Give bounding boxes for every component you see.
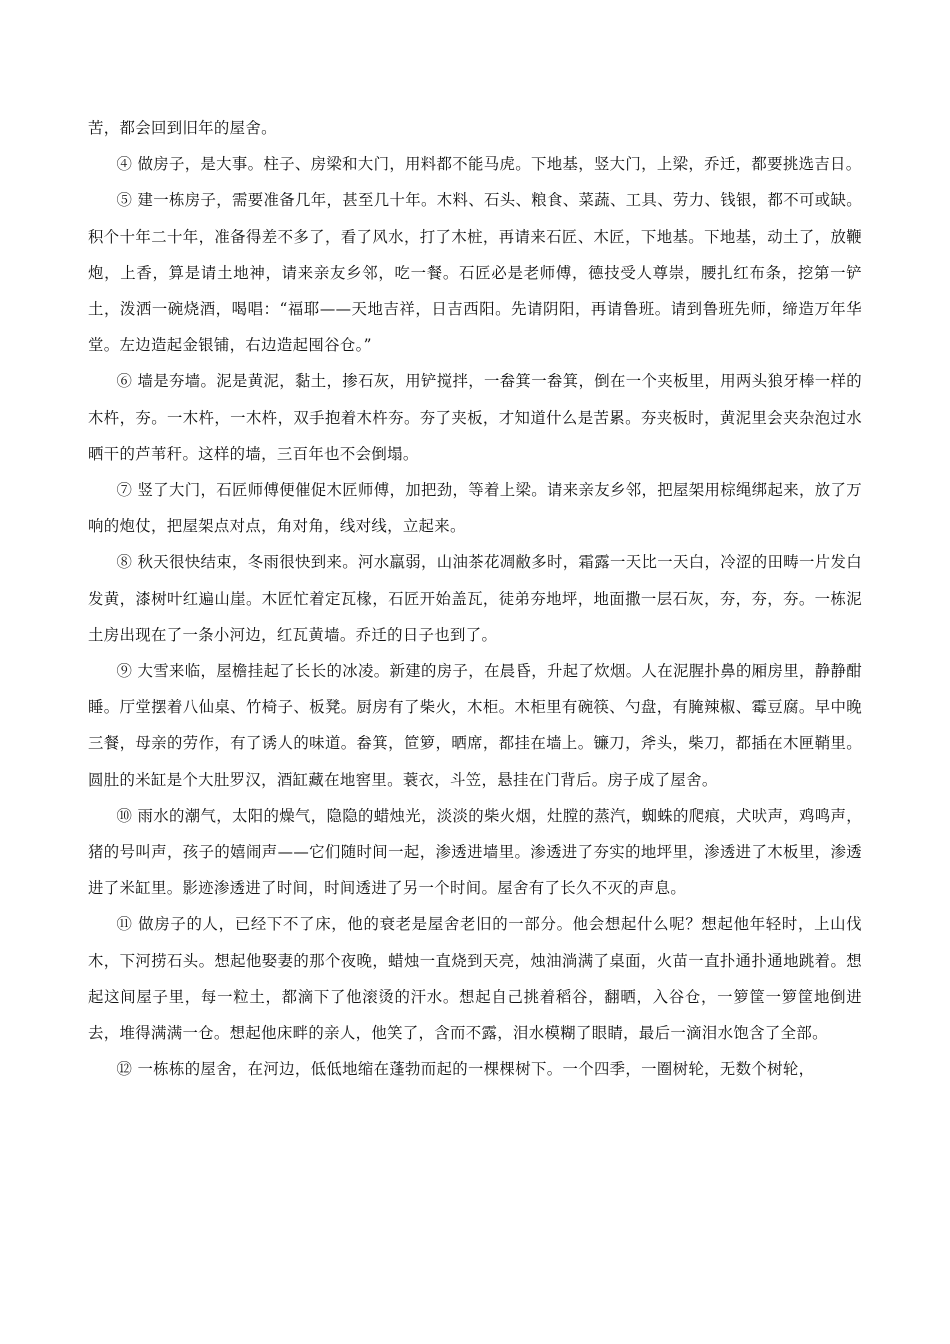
paragraph-10: ⑩ 雨水的潮气，太阳的燥气，隐隐的蜡烛光，淡淡的柴火烟，灶膛的蒸汽，蜘蛛的爬痕，犬吠声，鸡鸣声，猪的号叫声，孩子的嬉闹声——它们随时间一起，渗透进墙里。渗透进了夯实的地坪里，渗透进了木板里，渗透进了米缸里。影迹渗透进了时间，时间透进了另一个时间。屋舍有了长久不灭的声息。: [88, 806, 862, 898]
paragraph-8: ⑧ 秋天很快结束，冬雨很快到来。河水羸弱，山油茶花凋敝多时，霜露一天比一天白，冷涩的田畴一片发白发黄，漆树叶红遍山崖。木匠忙着定瓦椽，石匠开始盖瓦，徒弟夯地坪，地面撒一层石灰，夯，夯，夯。一栋泥土房出现在了一条小河边，红瓦黄墙。乔迁的日子也到了。: [88, 553, 862, 644]
paragraph-4: ④ 做房子，是大事。柱子、房梁和大门，用料都不能马虎。下地基，竖大门，上梁，乔迁，都要挑选吉日。: [116, 155, 862, 174]
article-body: [88, 110, 862, 1087]
paragraph-7: ⑦ 竖了大门，石匠师傅便催促木匠师傅，加把劲，等着上梁。请来亲友乡邻，把屋架用棕绳绑起来，放了万响的炮仗，把屋架点对点，角对角，线对线，立起来。: [88, 481, 862, 536]
paragraph-9: ⑨ 大雪来临，屋檐挂起了长长的冰凌。新建的房子，在晨昏，升起了炊烟。人在泥腥扑鼻的厢房里，静静酣睡。厅堂摆着八仙桌、竹椅子、板凳。厨房有了柴火，木柜。木柜里有碗筷、勺盘，有腌辣椒、霉豆腐。早中晚三餐，母亲的劳作，有了诱人的味道。畚箕，笸箩，晒席，都挂在墙上。镰刀，斧头，柴刀，都插在木匣鞘里。圆肚的米缸是个大肚罗汉，酒缸藏在地窖里。蓑衣，斗笠，悬挂在门背后。房子成了屋舍。: [88, 662, 862, 789]
paragraph-5: ⑤ 建一栋房子，需要准备几年，甚至几十年。木料、石头、粮食、菜蔬、工具、劳力、钱银，都不可或缺。积个十年二十年，准备得差不多了，看了风水，打了木桩，再请来石匠、木匠，下地基。下地基，动土了，放鞭炮，上香，算是请土地神，请来亲友乡邻，吃一餐。石匠必是老师傅，德技受人尊崇，腰扎红布条，挖第一铲土，泼洒一碗烧酒，喝唱：“福耶——天地吉祥，日吉西阳。先请阴阳，再请鲁班。请到鲁班先师，缔造万年华堂。左边造起金银铺，右边造起囤谷仓。”: [88, 191, 862, 355]
paragraph-11: ⑪ 做房子的人，已经下不了床，他的衰老是屋舍老旧的一部分。他会想起什么呢？想起他年轻时，上山伐木，下河捞石头。想起他娶妻的那个夜晚，蜡烛一直烧到天亮，烛油淌满了桌面，火苗一直扑通扑通地跳着。想起这间屋子里，每一粒土，都滴下了他滚烫的汗水。想起自己挑着稻谷，翻晒，入谷仓，一箩筐一箩筐地倒进去，堆得满满一仓。想起他床畔的亲人，他笑了，含而不露，泪水模糊了眼睛，最后一滴泪水饱含了全部。: [88, 915, 862, 1043]
paragraph-12: ⑫ 一栋栋的屋舍，在河边，低低地缩在蓬勃而起的一棵棵树下。一个四季，一圈树轮，无数个树轮，: [116, 1060, 815, 1079]
paragraph-6: ⑥ 墙是夯墙。泥是黄泥，黏土，掺石灰，用铲搅拌，一畚箕一畚箕，倒在一个夹板里，用两头狼牙棒一样的木杵，夯。一木杵，一木杵，双手抱着木杵夯。夯了夹板，才知道什么是苦累。夯夹板时，黄泥里会夹杂泡过水晒干的芦苇秆。这样的墙，三百年也不会倒塌。: [88, 372, 862, 463]
paragraph-continuation: 苦，都会回到旧年的屋舍。: [88, 119, 277, 137]
